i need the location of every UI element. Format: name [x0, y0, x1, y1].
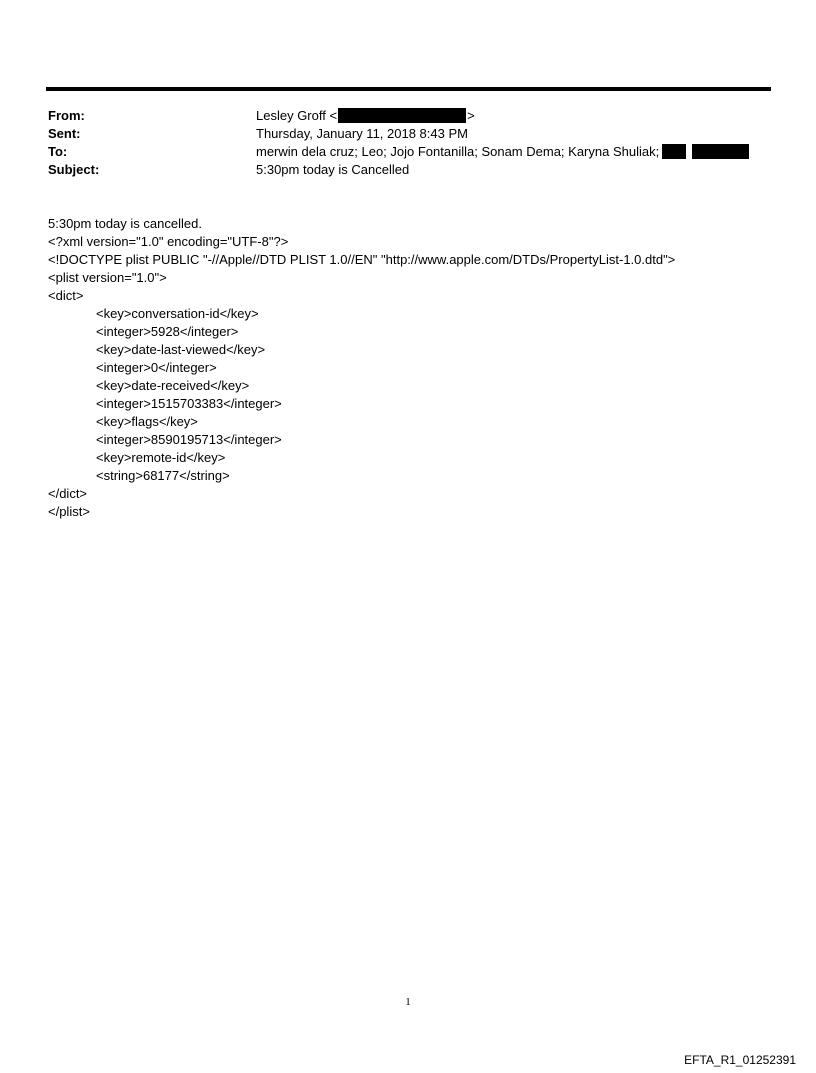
email-header — [48, 107, 770, 179]
subject-label: Subject: — [48, 162, 100, 177]
body-line: <key>date-received</key> — [96, 378, 250, 393]
body-line: <plist version="1.0"> — [48, 270, 167, 285]
from-close-bracket: > — [467, 108, 475, 123]
body-line: <key>conversation-id</key> — [96, 306, 259, 321]
to-recipients: merwin dela cruz; Leo; Jojo Fontanilla; Sonam Dema; Karyna Shuliak; — [256, 144, 660, 159]
body-line: <string>68177</string> — [96, 468, 230, 483]
body-line: <dict> — [48, 288, 84, 303]
page-number: 1 — [405, 996, 411, 1008]
subject-row — [48, 161, 770, 179]
from-row — [48, 107, 770, 125]
sent-value: Thursday, January 11, 2018 8:43 PM — [256, 126, 468, 141]
body-line: <key>remote-id</key> — [96, 450, 226, 465]
redaction-block-recipient-2 — [692, 144, 749, 159]
bates-number: EFTA_R1_01252391 — [684, 1053, 796, 1067]
from-value — [256, 107, 475, 125]
body-line: 5:30pm today is cancelled. — [48, 216, 202, 231]
redaction-block-email — [338, 108, 466, 123]
to-row — [48, 143, 770, 161]
redaction-block-recipient-1 — [662, 144, 686, 159]
body-line: </dict> — [48, 486, 88, 501]
body-line: </plist> — [48, 504, 90, 519]
body-line: <integer>8590195713</integer> — [96, 432, 282, 447]
header-top-rule — [46, 87, 771, 91]
to-value — [256, 143, 749, 161]
subject-value: 5:30pm today is Cancelled — [256, 162, 410, 177]
body-line: <integer>1515703383</integer> — [96, 396, 282, 411]
body-line: <key>flags</key> — [96, 414, 198, 429]
from-label: From: — [48, 108, 85, 123]
body-line: <?xml version="1.0" encoding="UTF-8"?> — [48, 234, 289, 249]
body-line: <integer>0</integer> — [96, 360, 217, 375]
email-body — [48, 215, 675, 521]
body-line: <integer>5928</integer> — [96, 324, 239, 339]
from-name: Lesley Groff < — [256, 108, 338, 123]
to-label: To: — [48, 144, 68, 159]
body-line: <!DOCTYPE plist PUBLIC "-//Apple//DTD PLIST 1.0//EN" "http://www.apple.com/DTDs/PropertyList-1.0.dtd"> — [48, 252, 676, 267]
body-line: <key>date-last-viewed</key> — [96, 342, 266, 357]
sent-label: Sent: — [48, 126, 81, 141]
sent-row — [48, 125, 770, 143]
